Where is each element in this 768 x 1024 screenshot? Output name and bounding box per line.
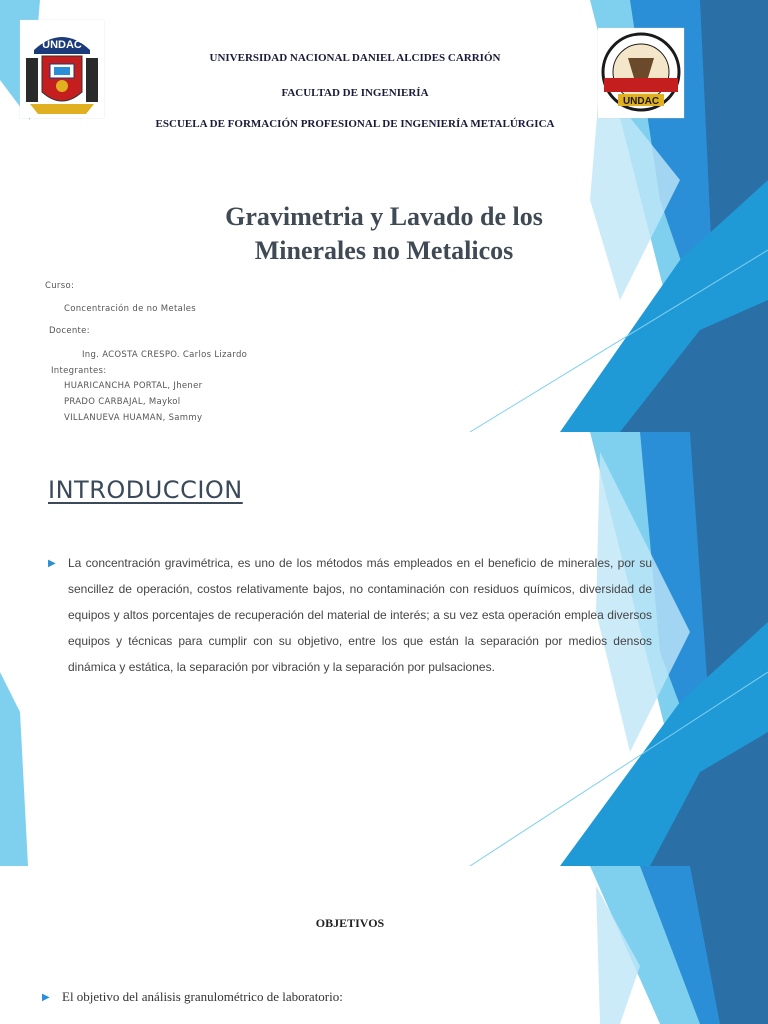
bullet-arrow-icon: ▶ xyxy=(48,558,56,569)
objective-item: El objetivo del análisis granulométrico de laboratorio: xyxy=(62,989,343,1004)
page-title xyxy=(150,200,618,268)
university-logo xyxy=(20,20,104,118)
member-item: VILLANUEVA HUAMAN, Sammy xyxy=(64,413,203,423)
teacher-value: Ing. ACOSTA CRESPO. Carlos Lizardo xyxy=(82,350,248,360)
bullet-arrow-icon: ▶ xyxy=(42,992,50,1003)
introduction-heading: INTRODUCCION xyxy=(48,476,243,504)
members-label: Integrantes: xyxy=(51,366,107,376)
course-label: Curso: xyxy=(45,281,75,291)
metallurgy-seal-icon xyxy=(598,28,684,118)
faculty-name: FACULTAD DE INGENIERÍA xyxy=(281,87,429,99)
logo-left-text: UNDAC xyxy=(42,39,82,51)
member-item: HUARICANCHA PORTAL, Jhener xyxy=(64,381,203,391)
objectives-slide xyxy=(0,866,768,1024)
introduction-slide xyxy=(0,432,768,866)
school-name: ESCUELA DE FORMACIÓN PROFESIONAL DE INGENIERÍA METALÚRGICA xyxy=(155,118,555,130)
logo-right-text: UNDAC xyxy=(622,96,660,107)
title-line-2: Minerales no Metalicos xyxy=(254,236,514,265)
undac-crest-icon xyxy=(20,20,104,118)
objectives-heading: OBJETIVOS xyxy=(315,916,385,930)
faculty-logo xyxy=(598,28,684,118)
course-value: Concentración de no Metales xyxy=(64,304,197,314)
teacher-label: Docente: xyxy=(49,326,90,336)
title-line-1: Gravimetria y Lavado de los xyxy=(225,202,543,231)
cover-slide xyxy=(0,0,768,432)
introduction-paragraph: La concentración gravimétrica, es uno de los métodos más empleados en el beneficio de minerales, por su sencillez de operación, costos relativamente bajos, no contaminación con residuos químicos, diversidad de equipos y altos porcentajes de recuperación del material de interés; a su vez esta operación emplea diversos equipos y técnicas para cumplir con su objetivo, entre los que están la separación por medios densos dinámica y estática, la separación por vibración y la separación por pulsaciones. xyxy=(68,556,652,674)
university-name: UNIVERSIDAD NACIONAL DANIEL ALCIDES CARRIÓN xyxy=(209,52,501,64)
member-item: PRADO CARBAJAL, Maykol xyxy=(64,397,181,407)
